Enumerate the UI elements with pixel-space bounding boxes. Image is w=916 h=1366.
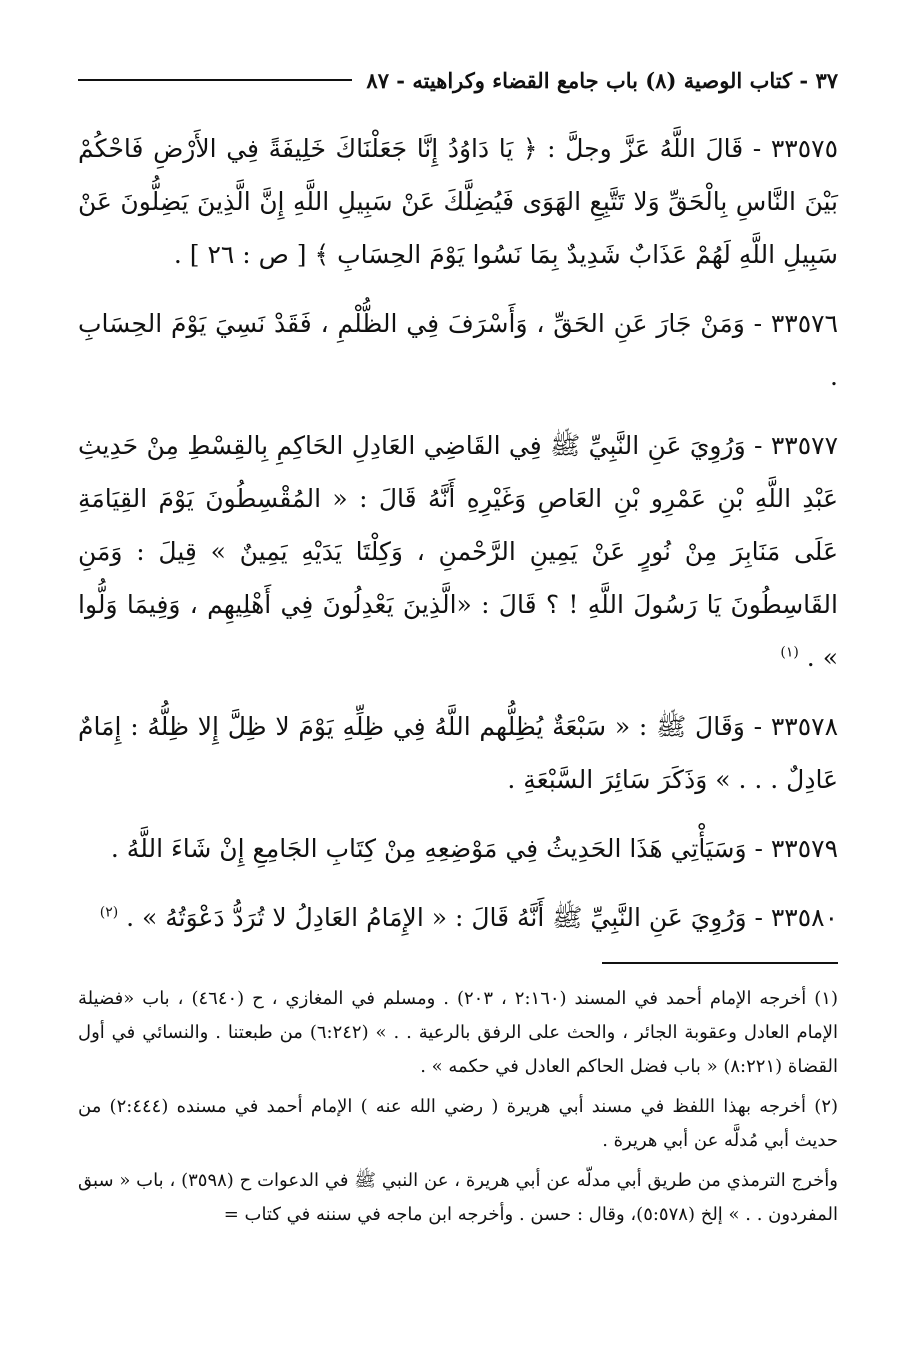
footnote-2: (٢) أخرجه بهذا اللفظ في مسند أبي هريرة ( رضي الله عنه ) الإمام أحمد في مسنده (٢:٤٤٤) من حديث أبي مُدلَّه عن أبي هريرة . — [78, 1096, 839, 1151]
paragraph-33577 — [78, 419, 838, 684]
footnote-1: (١) أخرجه الإمام أحمد في المسند (٢:١٦٠ ، ٢٠٣) . ومسلم في المغازي ، ح (٤٦٤٠) ، باب «فضيلة الإمام العادل وعقوبة الجائر ، والحث على الرفق بالرعية . . » (٦:٢٤٢) من طبعتنا . والنسائي في أول القضاة (٨:٢٢١) « باب فضل الحاكم العادل في حكمه » . — [78, 988, 839, 1077]
header-rule — [78, 79, 352, 81]
main-text — [78, 122, 838, 960]
paragraph-text: ٣٣٥٧٥ - قَالَ اللَّهُ عَزَّ وجلَّ : ﴿ يَا دَاوُدُ إِنَّا جَعَلْنَاكَ خَلِيفَةً فِي الأَرْضِ فَاحْكُمْ بَيْنَ النَّاسِ بِالْحَقِّ وَلا تَتَّبِعِ الهَوَى فَيُضِلَّكَ عَنْ سَبِيلِ اللَّهِ إِنَّ الَّذِينَ يَضِلُّونَ عَنْ سَبِيلِ اللَّهِ لَهُمْ عَذَابٌ شَدِيدٌ بِمَا نَسُوا يَوْمَ الحِسَابِ ﴾ [ ص : ٢٦ ] . — [78, 134, 838, 269]
paragraph-33576 — [78, 297, 838, 403]
paragraph-text: ٣٣٥٧٩ - وَسَيَأْتِي هَذَا الحَدِيثُ فِي مَوْضِعِهِ مِنْ كِتَابِ الجَامِعِ إِنْ شَاءَ اللَّهُ . — [110, 834, 838, 863]
paragraph-33580 — [78, 891, 838, 944]
paragraph-33578 — [78, 700, 838, 806]
footnote-2-continued: وأخرج الترمذي من طريق أبي مدلّه عن أبي هريرة ، عن النبي ﷺ في الدعوات ح (٣٥٩٨) ، باب « سبق المفردون . . » إلخ (٥:٥٧٨)، وقال : حسن . وأخرجه ابن ماجه في سننه في كتاب = — [78, 1170, 838, 1225]
paragraph-text: ٣٣٥٧٦ - وَمَنْ جَارَ عَنِ الحَقِّ ، وَأَسْرَفَ فِي الظُّلْمِ ، فَقَدْ نَسِيَ يَوْمَ الحِسَابِ . — [78, 309, 838, 391]
footnote-ref-1[interactable]: (١) — [780, 644, 799, 661]
paragraph-33575 — [78, 122, 838, 281]
paragraph-33579 — [78, 822, 838, 875]
footnote-separator — [602, 962, 838, 964]
running-header-text: ٣٧ - كتاب الوصية (٨) باب جامع القضاء وكراهيته - ٨٧ — [366, 67, 838, 93]
paragraph-text: ٣٣٥٧٧ - وَرُوِيَ عَنِ النَّبِيِّ ﷺ فِي القَاضِي العَادِلِ الحَاكِمِ بِالقِسْطِ مِنْ حَدِيثِ عَبْدِ اللَّهِ بْنِ عَمْرِو بْنِ العَاصِ وَغَيْرِهِ أَنَّهُ قَالَ : « المُقْسِطُونَ يَوْمَ القِيَامَةِ عَلَى مَنَابِرَ مِنْ نُورٍ عَنْ يَمِينِ الرَّحْمنِ ، وَكِلْتَا يَدَيْهِ يَمِينٌ » قِيلَ : وَمَنِ القَاسِطُونَ يَا رَسُولَ اللَّهِ ! ؟ قَالَ : «الَّذِينَ يَعْدِلُونَ فِي أَهْلِيهِم ، وَفِيمَا وَلُّوا » . — [78, 431, 838, 672]
paragraph-text: ٣٣٥٨٠ - وَرُوِيَ عَنِ النَّبِيِّ ﷺ أَنَّهُ قَالَ : « الإِمَامُ العَادِلُ لا تُرَدُّ دَعْوَتُهُ » . — [126, 903, 838, 932]
footnote-ref-2[interactable]: (٢) — [99, 904, 119, 921]
paragraph-text: ٣٣٥٧٨ - وَقَالَ ﷺ : « سَبْعَةٌ يُظِلُّهم اللَّهُ فِي ظِلِّهِ يَوْمَ لا ظِلَّ إِلا ظِلُّهُ : إِمَامٌ عَادِلٌ . . . » وَذَكَرَ سَائِرَ السَّبْعَةِ . — [78, 712, 838, 794]
running-header — [78, 60, 838, 100]
footnotes — [78, 982, 838, 1238]
